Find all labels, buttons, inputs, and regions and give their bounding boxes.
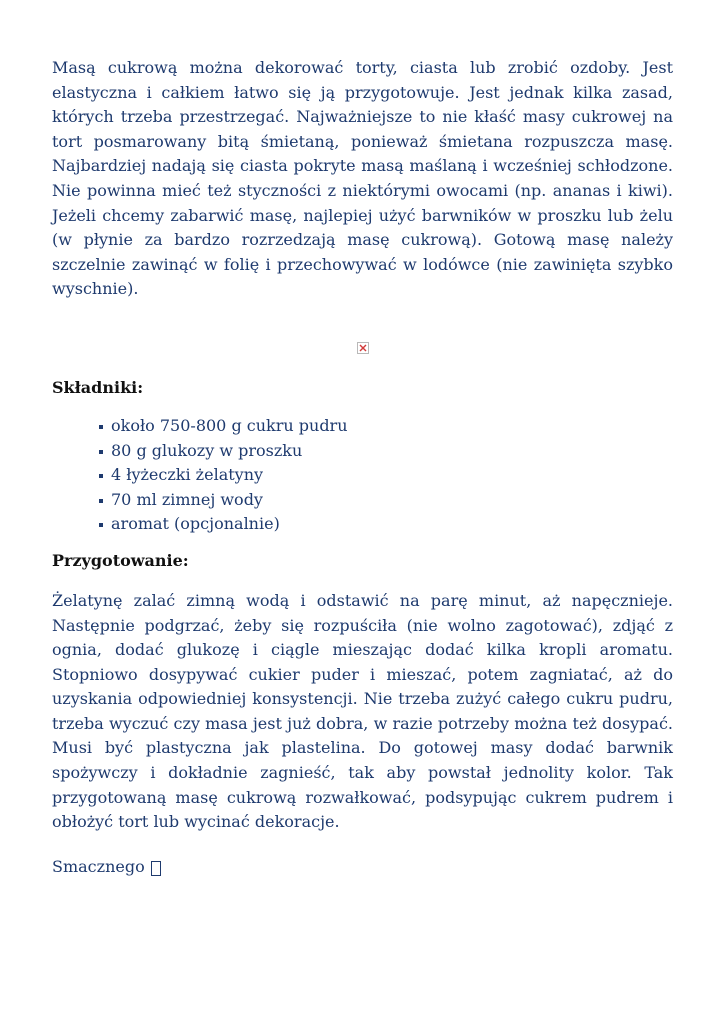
ingredients-heading: Składniki: (52, 377, 144, 397)
ingredient-text: aromat (opcjonalnie) (111, 514, 280, 534)
ingredients-list (52, 414, 673, 537)
intro-paragraph: Masą cukrową można dekorować torty, ciasta lub zrobić ozdoby. Jest elastyczna i całkiem łatwo się ją przygotowuje. Jest jednak kilka zasad, których trzeba przestrzegać. Najważniejsze to nie kłaść masy cukrowej na tort posmarowany bitą śmietaną, ponieważ śmietana rozpuszcza masę. Najbardziej nadają się ciasta pokryte masą maślaną i wcześniej schłodzone. Nie powinna mieć też styczności z niektórymi owocami (np. ananas i kiwi). Jeżeli chcemy zabarwić masę, najlepiej użyć barwników w proszku lub żelu (w płynie za bardzo rozrzedzają masę cukrową). Gotową masę należy szczelnie zawinąć w folię i przechowywać w lodówce (nie zawinięta szybko wyschnie). (52, 58, 673, 299)
list-item (98, 463, 673, 488)
bullet-icon (99, 523, 103, 527)
ingredient-text: 70 ml zimnej wody (111, 489, 263, 509)
bullet-icon (99, 425, 103, 429)
list-item (98, 439, 673, 464)
ingredient-text: około 750-800 g cukru pudru (111, 415, 348, 435)
missing-glyph-icon (151, 861, 161, 876)
bullet-icon (99, 499, 103, 503)
list-item (98, 512, 673, 537)
image-placeholder (52, 342, 673, 358)
broken-image-icon (357, 342, 369, 354)
list-item (98, 488, 673, 513)
list-item (98, 414, 673, 439)
ingredient-text: 4 łyżeczki żelatyny (111, 465, 264, 485)
article (52, 56, 673, 879)
bullet-icon (99, 474, 103, 478)
closing-text: Smacznego (52, 856, 145, 876)
ingredient-text: 80 g glukozy w proszku (111, 440, 303, 460)
bullet-icon (99, 450, 103, 454)
closing-line (52, 855, 673, 880)
preparation-paragraph: Żelatynę zalać zimną wodą i odstawić na parę minut, aż napęcznieje. Następnie podgrzać, żeby się rozpuściła (nie wolno zagotować), zdjąć z ognia, dodać glukozę i ciągle mieszając dodać kilka kropli aromatu. Stopniowo dosypywać cukier puder i mieszać, potem zagniatać, aż do uzyskania odpowiedniej konsystencji. Nie trzeba zużyć całego cukru pudru, trzeba wyczuć czy masa jest już dobra, w razie potrzeby można też dosypać. Musi być plastyczna jak plastelina. Do gotowej masy dodać barwnik spożywczy i dokładnie zagnieść, tak aby powstał jednolity kolor. Tak przygotowaną masę cukrową rozwałkować, podsypując cukrem pudrem i obłożyć tort lub wycinać dekoracje. (52, 590, 673, 832)
preparation-heading: Przygotowanie: (52, 550, 189, 570)
